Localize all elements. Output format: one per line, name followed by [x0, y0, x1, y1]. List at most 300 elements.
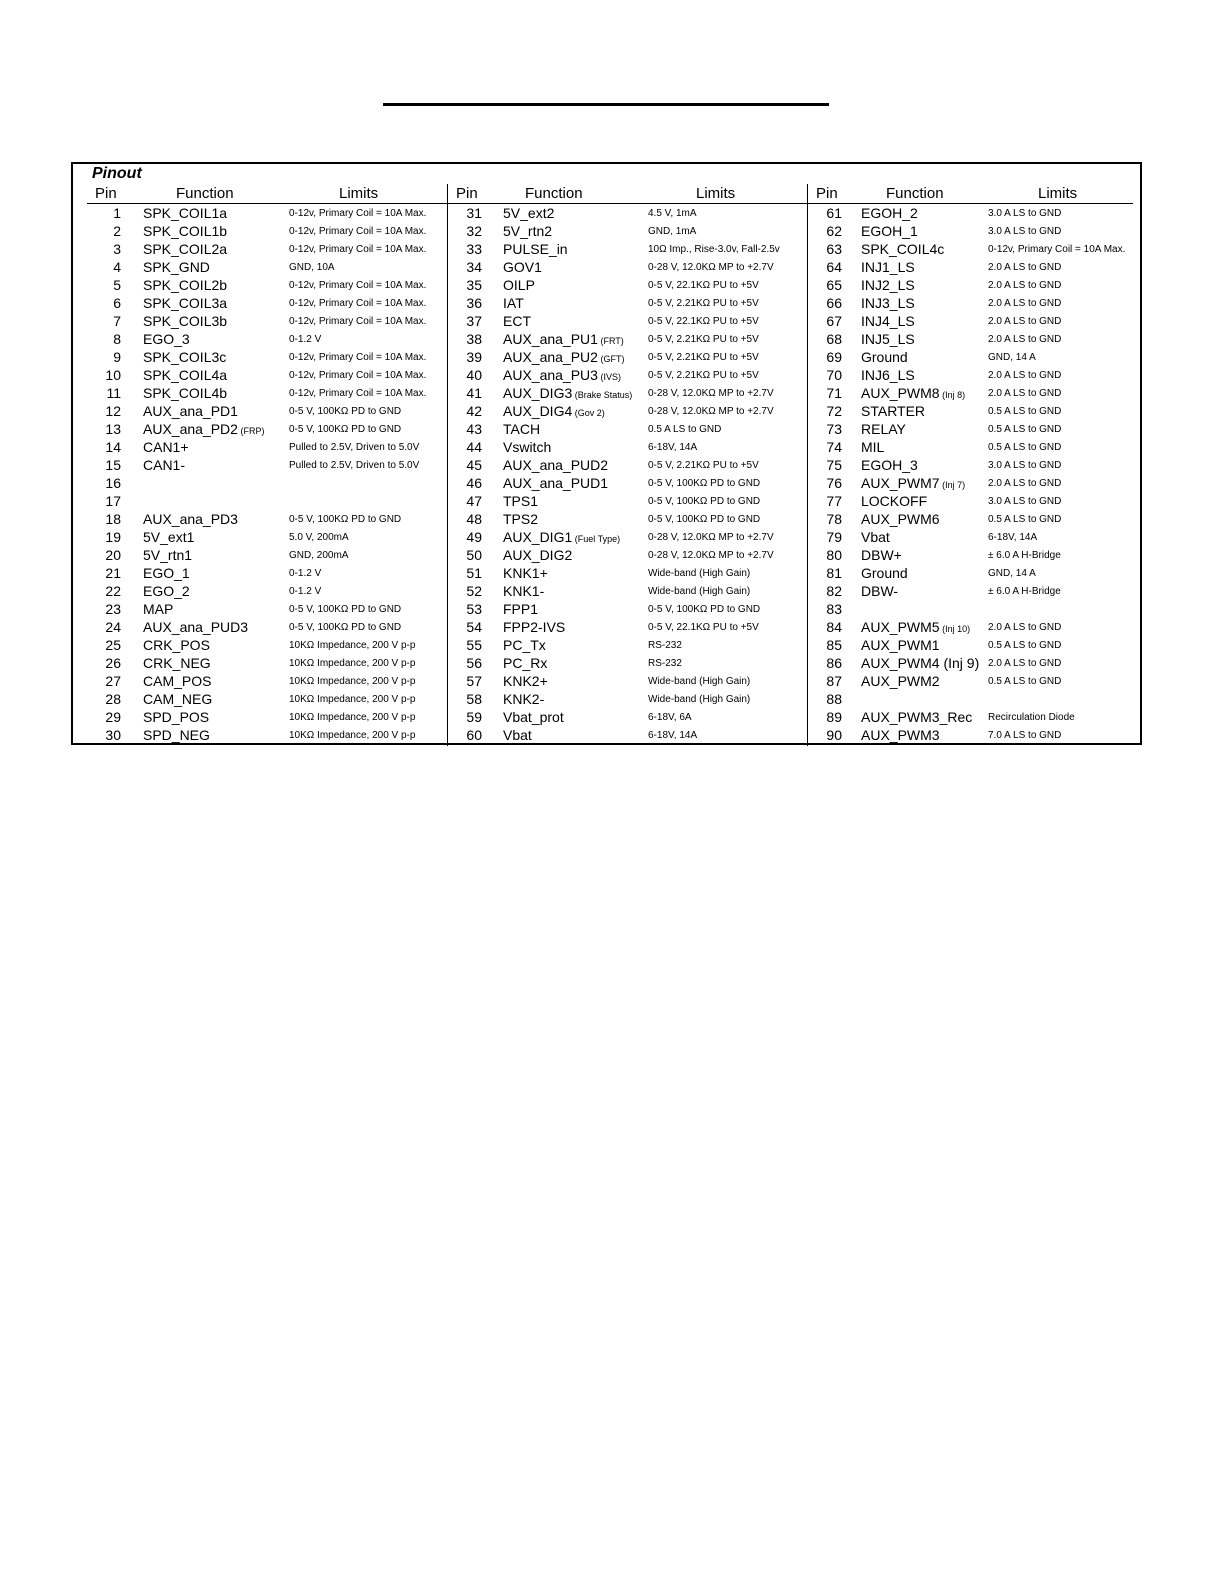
table-row — [87, 348, 447, 366]
header-pin: Pin — [95, 185, 117, 202]
table-row — [448, 672, 808, 690]
table-row — [87, 258, 447, 276]
pin-function-label: TPS2 — [503, 511, 539, 527]
table-row — [87, 510, 447, 528]
pin-function — [143, 529, 194, 545]
pin-limits: GND, 14 A — [988, 352, 1036, 363]
pin-limits: 0-5 V, 22.1KΩ PU to +5V — [648, 280, 759, 291]
pin-limits: 0-12v, Primary Coil = 10A Max. — [289, 244, 427, 255]
pin-limits: 2.0 A LS to GND — [988, 298, 1062, 309]
pin-function — [503, 493, 538, 509]
pin-limits: 0-5 V, 100KΩ PD to GND — [289, 406, 402, 417]
table-row — [448, 564, 808, 582]
pin-function-label: INJ4_LS — [861, 313, 915, 329]
pin-limits: 10KΩ Impedance, 200 V p-p — [289, 658, 416, 669]
pin-function — [503, 367, 621, 383]
pin-number: 81 — [826, 565, 842, 581]
pin-limits: 0-12v, Primary Coil = 10A Max. — [988, 244, 1126, 255]
pin-limits: 0-5 V, 100KΩ PD to GND — [648, 496, 761, 507]
pin-function-label: SPK_COIL4c — [861, 241, 945, 257]
header-function: Function — [176, 185, 234, 202]
table-row — [808, 438, 1133, 456]
pin-limits: 2.0 A LS to GND — [988, 658, 1062, 669]
pin-limits: 0-5 V, 100KΩ PD to GND — [289, 424, 402, 435]
pin-function — [503, 619, 565, 635]
table-row — [87, 438, 447, 456]
pin-number: 42 — [466, 403, 482, 419]
pin-function — [503, 673, 548, 689]
pin-function-label: AUX_DIG1 — [503, 529, 573, 545]
pin-number: 17 — [105, 493, 121, 509]
pin-function-label: INJ2_LS — [861, 277, 915, 293]
pin-limits: Wide-band (High Gain) — [648, 676, 751, 687]
pin-number: 25 — [105, 637, 121, 653]
pin-function-label: AUX_ana_PUD3 — [143, 619, 249, 635]
pin-function-label: INJ6_LS — [861, 367, 915, 383]
pin-function — [143, 439, 189, 455]
pin-function — [861, 637, 940, 653]
pin-function — [143, 385, 227, 401]
table-row — [448, 276, 808, 294]
pin-number: 22 — [105, 583, 121, 599]
pin-function-label: SPK_COIL4a — [143, 367, 228, 383]
pin-number: 30 — [105, 727, 121, 743]
pin-limits: 3.0 A LS to GND — [988, 460, 1062, 471]
pin-number: 12 — [105, 403, 121, 419]
pin-number: 56 — [466, 655, 482, 671]
pin-column-3 — [807, 184, 1133, 746]
pin-number: 55 — [466, 637, 482, 653]
pin-function-label: SPK_COIL3a — [143, 295, 228, 311]
table-row — [808, 402, 1133, 420]
pin-number: 61 — [826, 205, 842, 221]
pin-function-label: INJ1_LS — [861, 259, 915, 275]
pin-function-label: SPD_NEG — [143, 727, 210, 743]
pin-limits: 0-12v, Primary Coil = 10A Max. — [289, 352, 427, 363]
pin-function — [503, 583, 544, 599]
pin-function-label: SPD_POS — [143, 709, 210, 725]
table-row — [87, 582, 447, 600]
table-row — [808, 726, 1133, 744]
pin-function — [861, 547, 902, 563]
pin-function-label: PC_Tx — [503, 637, 546, 653]
table-row — [448, 708, 808, 726]
pin-function — [503, 259, 542, 275]
pin-function — [861, 475, 965, 491]
pin-number: 37 — [466, 313, 482, 329]
pin-number: 66 — [826, 295, 842, 311]
table-row — [448, 366, 808, 384]
pin-number: 69 — [826, 349, 842, 365]
pin-number: 84 — [826, 619, 842, 635]
pin-number: 5 — [113, 277, 121, 293]
pin-limits: 2.0 A LS to GND — [988, 334, 1062, 345]
pin-function — [503, 457, 608, 473]
table-row — [808, 276, 1133, 294]
table-row — [448, 474, 808, 492]
table-row — [448, 636, 808, 654]
table-row — [808, 546, 1133, 564]
pin-limits: 0-12v, Primary Coil = 10A Max. — [289, 388, 427, 399]
table-row — [808, 330, 1133, 348]
pin-number: 32 — [466, 223, 482, 239]
pin-function — [503, 547, 572, 563]
pin-limits: Wide-band (High Gain) — [648, 694, 751, 705]
table-row — [448, 510, 808, 528]
pin-limits: 0-5 V, 100KΩ PD to GND — [289, 514, 402, 525]
pin-limits: 2.0 A LS to GND — [988, 388, 1062, 399]
pin-number: 75 — [826, 457, 842, 473]
pin-number: 28 — [105, 691, 121, 707]
pin-function — [861, 259, 915, 275]
pin-limits: 0-5 V, 100KΩ PD to GND — [648, 604, 761, 615]
pin-function-label: AUX_PWM3_Rec — [861, 709, 973, 725]
pin-limits: 0-28 V, 12.0KΩ MP to +2.7V — [648, 532, 774, 543]
pin-function — [861, 295, 915, 311]
pin-number: 49 — [466, 529, 482, 545]
pin-function-label: 5V_ext1 — [143, 529, 195, 545]
pin-number: 82 — [826, 583, 842, 599]
pin-function-label: SPK_GND — [143, 259, 210, 275]
pin-function-label: SPK_COIL3b — [143, 313, 228, 329]
table-row — [87, 546, 447, 564]
table-row — [87, 294, 447, 312]
pin-function-label: AUX_ana_PD3 — [143, 511, 238, 527]
table-row — [87, 600, 447, 618]
pin-function-label: ECT — [503, 313, 531, 329]
pin-function — [861, 205, 918, 221]
pin-function-note: (Brake Status) — [572, 390, 633, 400]
table-row — [808, 492, 1133, 510]
pin-limits: 0.5 A LS to GND — [648, 424, 722, 435]
table-row — [87, 618, 447, 636]
pin-number: 50 — [466, 547, 482, 563]
table-row — [448, 690, 808, 708]
pin-limits: 0-28 V, 12.0KΩ MP to +2.7V — [648, 388, 774, 399]
pin-function-label: RELAY — [861, 421, 906, 437]
pin-number: 2 — [113, 223, 121, 239]
pin-function-note: (Gov 2) — [572, 408, 605, 418]
pin-column-1 — [87, 184, 447, 746]
pin-function — [143, 601, 173, 617]
pin-function-note: (FRP) — [237, 426, 265, 436]
pin-limits: GND, 1mA — [648, 226, 697, 237]
table-row — [448, 654, 808, 672]
table-row — [808, 204, 1133, 222]
pin-number: 33 — [466, 241, 482, 257]
pin-function-label: KNK2- — [503, 691, 545, 707]
table-row — [808, 456, 1133, 474]
table-row — [87, 420, 447, 438]
pin-number: 65 — [826, 277, 842, 293]
pin-function-label: EGOH_3 — [861, 457, 918, 473]
pin-limits: 4.5 V, 1mA — [648, 208, 697, 219]
pin-number: 68 — [826, 331, 842, 347]
table-row — [448, 204, 808, 222]
pin-function-note: (Inj 10) — [939, 624, 971, 634]
column-header — [448, 184, 808, 204]
pin-function-note: (IVS) — [597, 372, 621, 382]
pin-number: 44 — [466, 439, 482, 455]
pin-function — [503, 385, 632, 401]
pin-limits: 10KΩ Impedance, 200 V p-p — [289, 676, 416, 687]
pin-number: 40 — [466, 367, 482, 383]
table-row — [808, 510, 1133, 528]
pin-limits: Pulled to 2.5V, Driven to 5.0V — [289, 442, 420, 453]
pin-function-label: Ground — [861, 565, 908, 581]
pin-limits: 2.0 A LS to GND — [988, 622, 1062, 633]
pin-function — [503, 205, 554, 221]
table-row — [808, 708, 1133, 726]
pin-function — [503, 277, 535, 293]
pin-function-label: AUX_ana_PD1 — [143, 403, 238, 419]
pin-number: 26 — [105, 655, 121, 671]
pin-number: 73 — [826, 421, 842, 437]
pin-number: 59 — [466, 709, 482, 725]
pinout-title: Pinout — [92, 165, 142, 182]
pin-number: 51 — [466, 565, 482, 581]
table-row — [87, 366, 447, 384]
pin-function-label: STARTER — [861, 403, 926, 419]
pin-function-label: PULSE_in — [503, 241, 568, 257]
pin-number: 48 — [466, 511, 482, 527]
pin-number: 3 — [113, 241, 121, 257]
header-limits: Limits — [1038, 185, 1078, 202]
pin-function-label: EGOH_2 — [861, 205, 918, 221]
pin-limits: Recirculation Diode — [988, 712, 1075, 723]
pin-function — [143, 547, 192, 563]
pin-number: 9 — [113, 349, 121, 365]
table-row — [87, 474, 447, 492]
table-row — [448, 582, 808, 600]
table-row — [87, 312, 447, 330]
pin-function-label: TPS1 — [503, 493, 539, 509]
table-row — [808, 474, 1133, 492]
pinout-table — [71, 162, 1142, 745]
pin-function-label: CAN1+ — [143, 439, 189, 455]
pin-function-label: 5V_ext2 — [503, 205, 555, 221]
pin-limits: ± 6.0 A H-Bridge — [988, 586, 1061, 597]
pin-limits: 0-28 V, 12.0KΩ MP to +2.7V — [648, 262, 774, 273]
pin-column-2 — [447, 184, 808, 746]
pin-function-label: KNK1- — [503, 583, 545, 599]
pin-limits: 10KΩ Impedance, 200 V p-p — [289, 640, 416, 651]
pin-function — [861, 709, 972, 725]
pin-limits: 6-18V, 14A — [988, 532, 1038, 543]
pin-limits: 0-5 V, 100KΩ PD to GND — [648, 478, 761, 489]
pin-number: 70 — [826, 367, 842, 383]
table-row — [448, 294, 808, 312]
table-row — [808, 636, 1133, 654]
pin-limits: 2.0 A LS to GND — [988, 370, 1062, 381]
pin-function-label: AUX_DIG3 — [503, 385, 573, 401]
pin-function — [503, 601, 538, 617]
pin-limits: 10KΩ Impedance, 200 V p-p — [289, 730, 416, 741]
pin-function-label: SPK_COIL2a — [143, 241, 228, 257]
pin-number: 52 — [466, 583, 482, 599]
pin-limits: 0-5 V, 2.21KΩ PU to +5V — [648, 298, 759, 309]
table-row — [87, 636, 447, 654]
pin-function — [861, 439, 884, 455]
pin-number: 15 — [105, 457, 121, 473]
header-pin: Pin — [816, 185, 838, 202]
pin-number: 7 — [113, 313, 121, 329]
pin-function-label: EGOH_1 — [861, 223, 918, 239]
pin-number: 19 — [105, 529, 121, 545]
table-row — [87, 456, 447, 474]
pin-function-label: 5V_rtn1 — [143, 547, 193, 563]
pin-number: 89 — [826, 709, 842, 725]
pin-function — [143, 223, 227, 239]
pin-number: 20 — [105, 547, 121, 563]
column-header — [808, 184, 1133, 204]
pin-number: 1 — [113, 205, 121, 221]
pin-function-label: Vswitch — [503, 439, 552, 455]
table-row — [87, 564, 447, 582]
pin-limits: Pulled to 2.5V, Driven to 5.0V — [289, 460, 420, 471]
pin-number: 86 — [826, 655, 842, 671]
pin-function — [143, 691, 212, 707]
pin-function — [503, 331, 624, 347]
pin-limits: 10KΩ Impedance, 200 V p-p — [289, 694, 416, 705]
pin-function-label: Vbat — [861, 529, 890, 545]
table-row — [808, 258, 1133, 276]
pin-number: 85 — [826, 637, 842, 653]
table-row — [448, 492, 808, 510]
pin-limits: 0-12v, Primary Coil = 10A Max. — [289, 316, 427, 327]
pin-number: 78 — [826, 511, 842, 527]
pin-limits: 0-12v, Primary Coil = 10A Max. — [289, 226, 427, 237]
pin-function-label: AUX_PWM7 — [861, 475, 940, 491]
pin-limits: 5.0 V, 200mA — [289, 532, 349, 543]
pin-function — [861, 511, 940, 527]
table-row — [808, 366, 1133, 384]
table-row — [448, 618, 808, 636]
pin-number: 41 — [466, 385, 482, 401]
pin-limits: 0-5 V, 100KΩ PD to GND — [289, 604, 402, 615]
pin-number: 16 — [105, 475, 121, 491]
table-row — [448, 726, 808, 744]
pin-number: 63 — [826, 241, 842, 257]
table-row — [87, 726, 447, 744]
pin-function-label: EGO_2 — [143, 583, 190, 599]
pin-function-label: CAN1- — [143, 457, 186, 473]
pin-function-label: KNK2+ — [503, 673, 548, 689]
pin-function — [503, 241, 568, 257]
table-row — [87, 708, 447, 726]
table-row — [448, 384, 808, 402]
pin-function — [503, 565, 548, 581]
pin-limits: 0.5 A LS to GND — [988, 676, 1062, 687]
pin-function — [503, 709, 564, 725]
pin-limits: 0-1.2 V — [289, 334, 322, 345]
pin-function-label: KNK1+ — [503, 565, 548, 581]
table-row — [87, 222, 447, 240]
table-row — [808, 312, 1133, 330]
pin-function — [143, 331, 190, 347]
pin-function — [503, 313, 531, 329]
pin-function — [861, 457, 918, 473]
pin-function — [861, 619, 970, 635]
pin-function — [503, 727, 532, 743]
pin-limits: 0-28 V, 12.0KΩ MP to +2.7V — [648, 550, 774, 561]
pin-number: 64 — [826, 259, 842, 275]
pin-limits: 6-18V, 14A — [648, 442, 698, 453]
table-row — [808, 528, 1133, 546]
pin-limits: 0-5 V, 22.1KΩ PU to +5V — [648, 622, 759, 633]
pin-function-label: SPK_COIL3c — [143, 349, 227, 365]
table-row — [448, 330, 808, 348]
pin-function-label: AUX_DIG4 — [503, 403, 573, 419]
pin-function — [143, 709, 209, 725]
pin-number: 83 — [826, 601, 842, 617]
pin-limits: 0-28 V, 12.0KΩ MP to +2.7V — [648, 406, 774, 417]
table-row — [87, 402, 447, 420]
pin-function — [861, 421, 906, 437]
pin-number: 60 — [466, 727, 482, 743]
pin-function — [861, 673, 940, 689]
pin-number: 45 — [466, 457, 482, 473]
pin-function-label: CAM_POS — [143, 673, 212, 689]
pin-limits: 6-18V, 14A — [648, 730, 698, 741]
table-row — [808, 222, 1133, 240]
pin-limits: 0.5 A LS to GND — [988, 514, 1062, 525]
pin-limits: 0-5 V, 2.21KΩ PU to +5V — [648, 334, 759, 345]
pin-function — [143, 511, 238, 527]
pin-function — [143, 457, 185, 473]
pin-function — [503, 421, 540, 437]
pin-number: 88 — [826, 691, 842, 707]
pin-number: 76 — [826, 475, 842, 491]
pin-function-label: TACH — [503, 421, 541, 437]
pin-function-note: (GFT) — [597, 354, 625, 364]
pin-number: 39 — [466, 349, 482, 365]
pin-number: 13 — [105, 421, 121, 437]
pin-function — [503, 655, 547, 671]
table-row — [808, 384, 1133, 402]
pin-function — [503, 349, 624, 365]
pin-function-label: PC_Rx — [503, 655, 548, 671]
pin-function — [143, 403, 238, 419]
pin-number: 38 — [466, 331, 482, 347]
pin-limits: 0.5 A LS to GND — [988, 424, 1062, 435]
pin-function — [503, 475, 608, 491]
table-row — [808, 654, 1133, 672]
pin-function — [503, 691, 544, 707]
pin-limits: 3.0 A LS to GND — [988, 208, 1062, 219]
pin-function — [143, 367, 227, 383]
pin-limits: 0.5 A LS to GND — [988, 406, 1062, 417]
pin-limits: 0-5 V, 100KΩ PD to GND — [648, 514, 761, 525]
pin-number: 24 — [105, 619, 121, 635]
pin-number: 80 — [826, 547, 842, 563]
table-row — [808, 348, 1133, 366]
pin-function-note: (Inj 7) — [939, 480, 966, 490]
pin-function-label: INJ5_LS — [861, 331, 915, 347]
pin-limits: GND, 200mA — [289, 550, 349, 561]
pin-function — [861, 277, 915, 293]
pin-function — [861, 403, 925, 419]
pin-limits: GND, 10A — [289, 262, 335, 273]
pin-number: 71 — [826, 385, 842, 401]
pin-limits: RS-232 — [648, 640, 682, 651]
header-limits: Limits — [339, 185, 379, 202]
pin-number: 11 — [106, 385, 121, 401]
pin-function-label: EGO_3 — [143, 331, 190, 347]
pin-limits: Wide-band (High Gain) — [648, 568, 751, 579]
pin-number: 4 — [113, 259, 121, 275]
pin-number: 23 — [105, 601, 121, 617]
